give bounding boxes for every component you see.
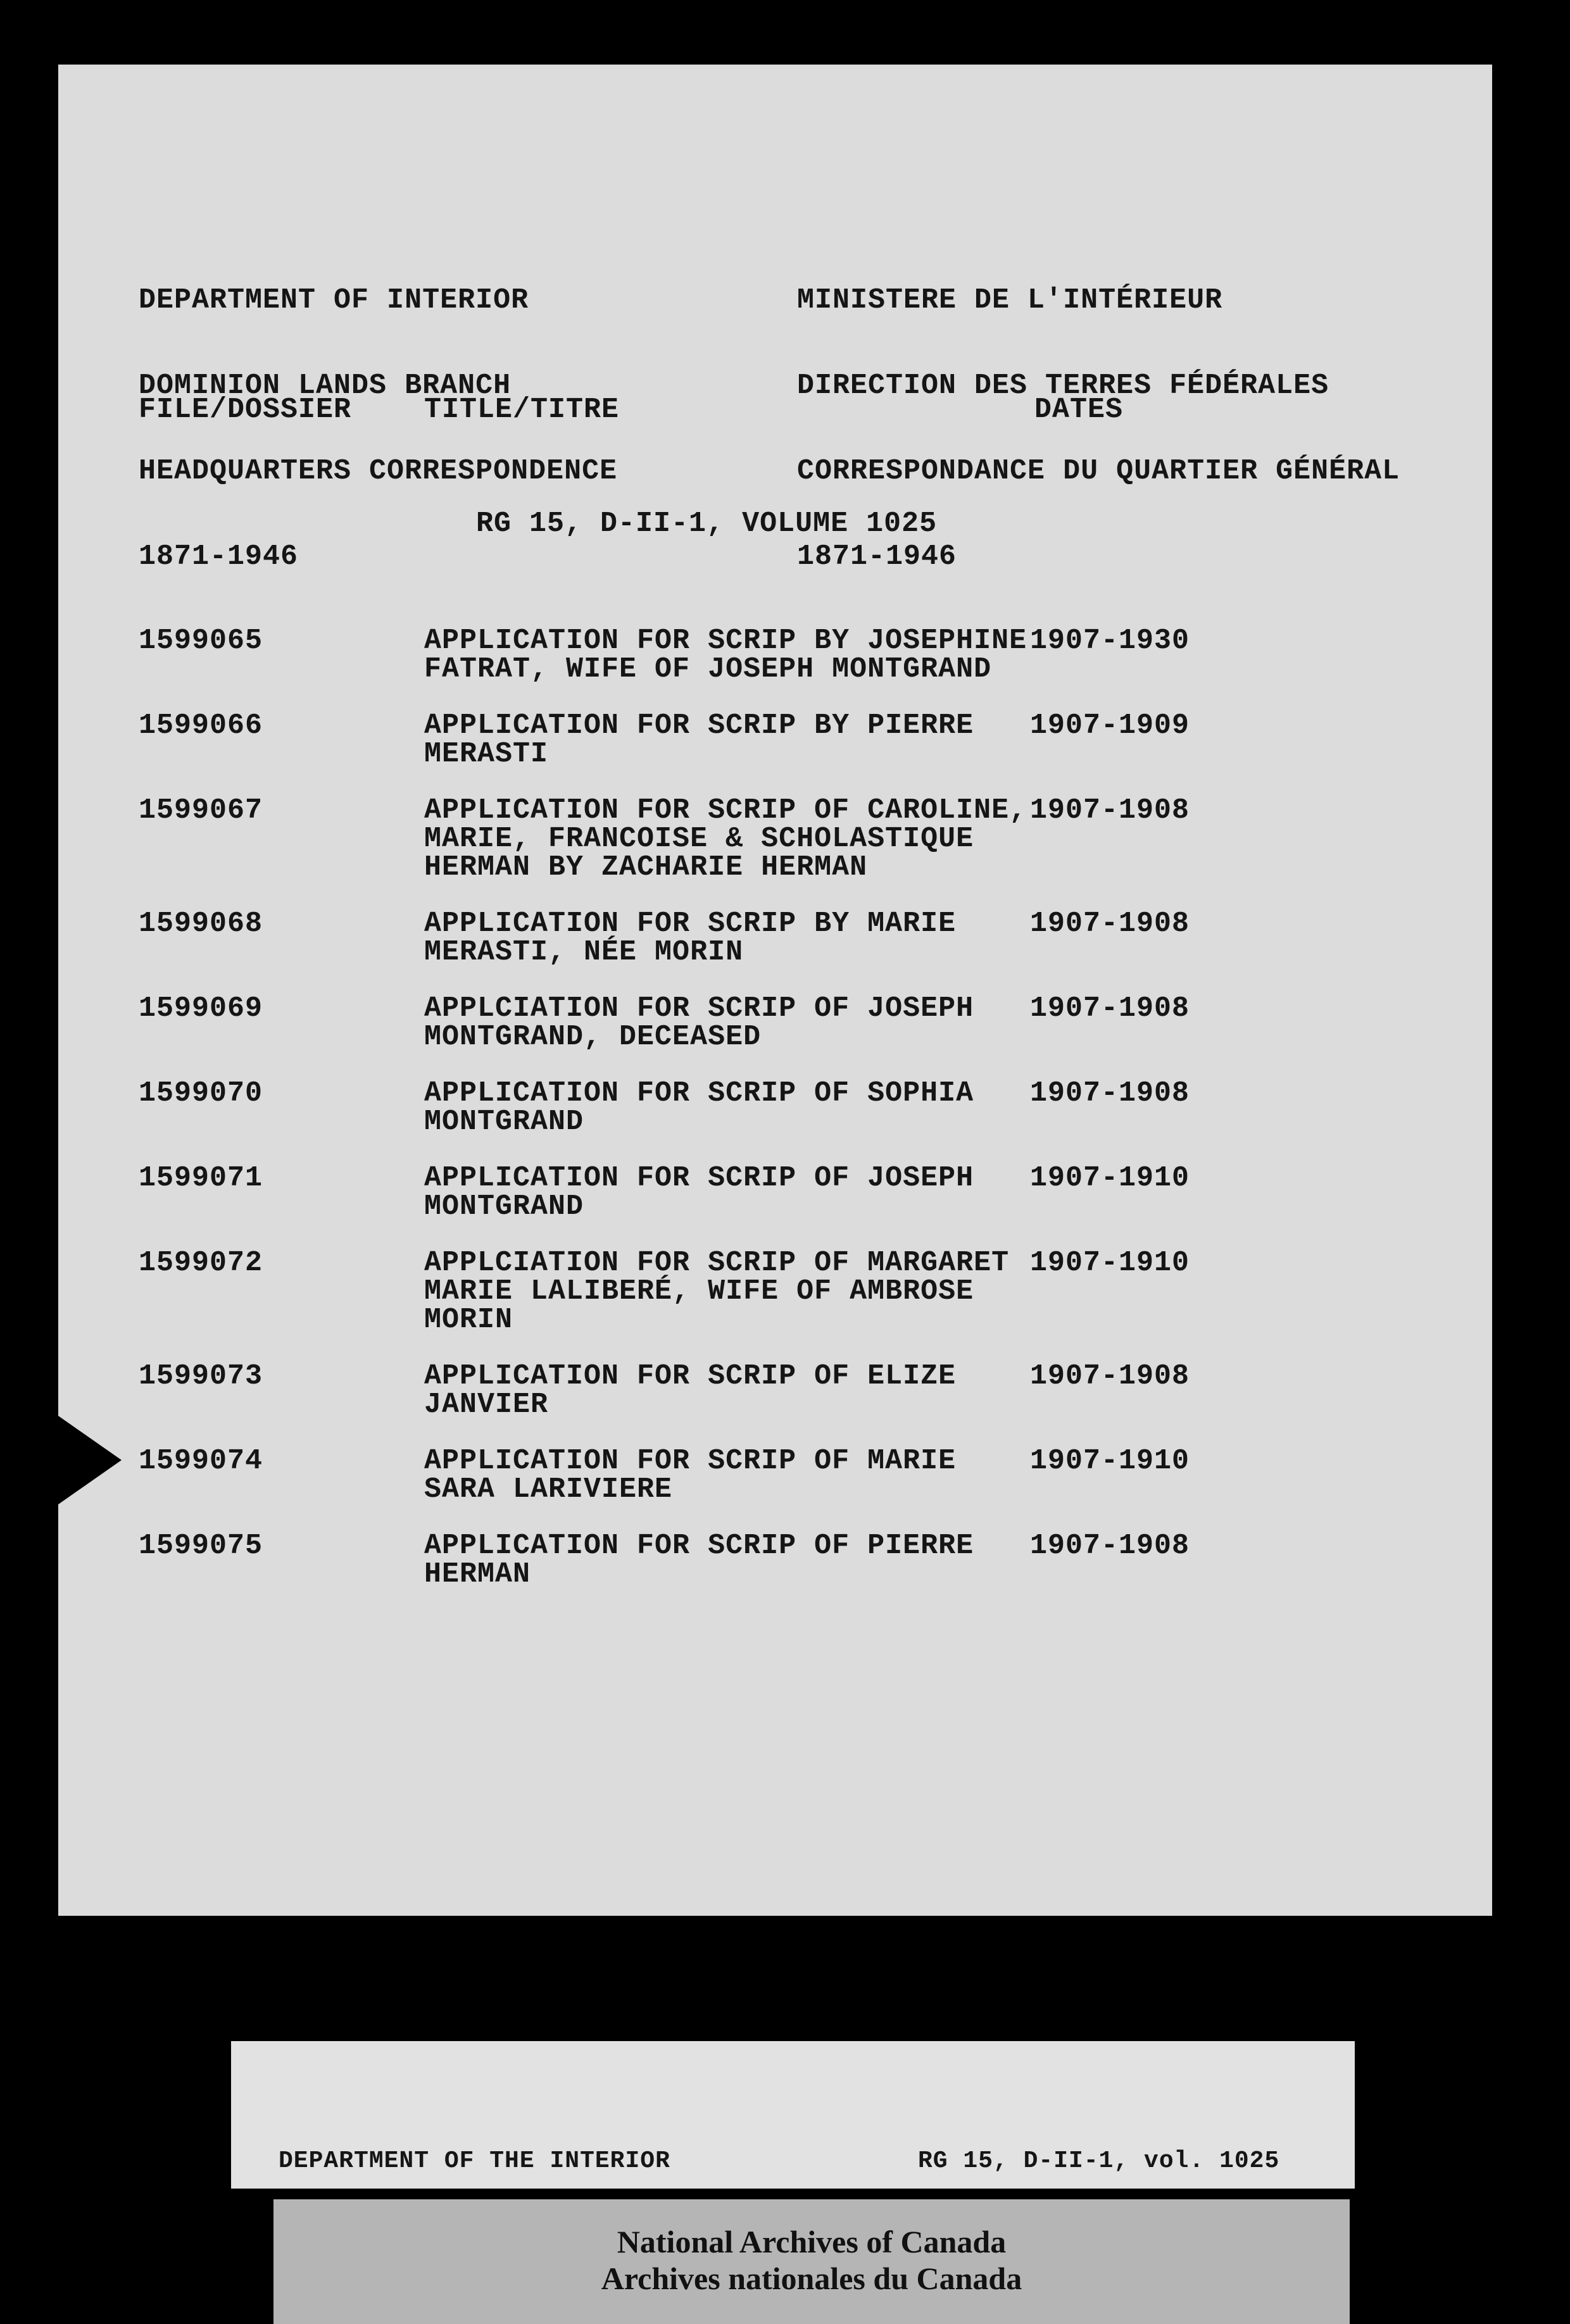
file-number: 1599068 bbox=[139, 908, 263, 940]
entry-dates: 1907-1908 bbox=[1030, 1360, 1190, 1392]
title-line: APPLCIATION FOR SCRIP OF JOSEPH bbox=[424, 992, 974, 1025]
column-heading-dates: DATES bbox=[1034, 394, 1124, 426]
header-line: DOMINION LANDS BRANCH bbox=[139, 370, 512, 402]
list-item bbox=[58, 794, 1492, 884]
archive-line-english: National Archives of Canada bbox=[617, 2224, 1007, 2259]
list-item bbox=[58, 1247, 1492, 1336]
title-line: MERASTI, NÉE MORIN bbox=[424, 936, 744, 968]
title-line: MERASTI bbox=[424, 738, 549, 770]
column-heading-file: FILE/DOSSIER bbox=[139, 394, 352, 426]
title-line: APPLICATION FOR SCRIP OF JOSEPH bbox=[424, 1162, 974, 1194]
entry-title bbox=[424, 1164, 974, 1221]
title-line: APPLICATION FOR SCRIP OF CAROLINE, bbox=[424, 794, 1027, 827]
file-number: 1599069 bbox=[139, 992, 263, 1025]
list-item bbox=[58, 994, 1492, 1058]
title-line: MONTGRAND bbox=[424, 1106, 584, 1138]
title-line: MARIE LALIBERÉ, WIFE OF AMBROSE bbox=[424, 1275, 974, 1308]
header-line: HEADQUARTERS CORRESPONDENCE bbox=[139, 455, 618, 487]
label-line: DEPARTMENT OF THE INTERIOR bbox=[279, 2147, 670, 2175]
list-item bbox=[58, 1447, 1492, 1510]
entry-title bbox=[424, 994, 974, 1051]
title-line: APPLICATION FOR SCRIP BY MARIE bbox=[424, 908, 957, 940]
header-french bbox=[797, 229, 1400, 628]
entry-dates: 1907-1908 bbox=[1030, 908, 1190, 940]
header-line: 1871-1946 bbox=[797, 540, 957, 573]
entry-title bbox=[424, 711, 974, 768]
entry-dates: 1907-1910 bbox=[1030, 1162, 1190, 1194]
archive-credit bbox=[273, 2199, 1350, 2324]
reference-label bbox=[231, 2041, 1355, 2189]
entry-title bbox=[424, 1362, 956, 1419]
entry-title bbox=[424, 1079, 974, 1136]
entry-dates: 1907-1908 bbox=[1030, 992, 1190, 1025]
list-item bbox=[58, 711, 1492, 775]
title-line: FATRAT, WIFE OF JOSEPH MONTGRAND bbox=[424, 653, 992, 685]
title-line: APPLICATION FOR SCRIP OF SOPHIA bbox=[424, 1077, 974, 1109]
entry-dates: 1907-1910 bbox=[1030, 1247, 1190, 1279]
entry-dates: 1907-1909 bbox=[1030, 709, 1190, 742]
title-line: HERMAN BY ZACHARIE HERMAN bbox=[424, 851, 868, 884]
file-number: 1599070 bbox=[139, 1077, 263, 1109]
entry-title bbox=[424, 796, 1027, 882]
title-line: APPLICATION FOR SCRIP OF MARIE bbox=[424, 1445, 957, 1477]
entry-title bbox=[424, 1532, 974, 1589]
file-number: 1599073 bbox=[139, 1360, 263, 1392]
file-number: 1599065 bbox=[139, 625, 263, 657]
volume-reference: RG 15, D-II-1, VOLUME 1025 bbox=[476, 508, 938, 540]
header-line: MINISTERE DE L'INTÉRIEUR bbox=[797, 284, 1223, 316]
header-line: 1871-1946 bbox=[139, 540, 299, 573]
list-item bbox=[58, 1532, 1492, 1595]
list-item bbox=[58, 909, 1492, 973]
title-line: APPLICATION FOR SCRIP BY JOSEPHINE bbox=[424, 625, 1027, 657]
title-line: APPLCIATION FOR SCRIP OF MARGARET bbox=[424, 1247, 1010, 1279]
entry-title bbox=[424, 909, 956, 966]
file-number: 1599071 bbox=[139, 1162, 263, 1194]
entry-title bbox=[424, 627, 1027, 684]
header-english bbox=[139, 229, 620, 628]
title-line: MARIE, FRANCOISE & SCHOLASTIQUE bbox=[424, 823, 974, 855]
entry-dates: 1907-1908 bbox=[1030, 794, 1190, 827]
file-number: 1599067 bbox=[139, 794, 263, 827]
entry-dates: 1907-1908 bbox=[1030, 1077, 1190, 1109]
list-item bbox=[58, 1079, 1492, 1142]
title-line: JANVIER bbox=[424, 1389, 549, 1421]
header-line: CORRESPONDANCE DU QUARTIER GÉNÉRAL bbox=[797, 455, 1400, 487]
file-number: 1599072 bbox=[139, 1247, 263, 1279]
entry-title bbox=[424, 1249, 1009, 1334]
list-item bbox=[58, 1164, 1492, 1227]
title-line: APPLICATION FOR SCRIP OF ELIZE bbox=[424, 1360, 957, 1392]
label-line: RG 15, D-II-1, vol. 1025 bbox=[918, 2147, 1280, 2175]
title-line: MONTGRAND, DECEASED bbox=[424, 1021, 762, 1053]
title-line: SARA LARIVIERE bbox=[424, 1473, 673, 1506]
archive-line-french: Archives nationales du Canada bbox=[601, 2261, 1022, 2296]
file-number: 1599075 bbox=[139, 1530, 263, 1562]
title-line: MORIN bbox=[424, 1304, 513, 1336]
list-item bbox=[58, 1362, 1492, 1425]
file-number: 1599074 bbox=[139, 1445, 263, 1477]
entry-title bbox=[424, 1447, 956, 1504]
header-line: DIRECTION DES TERRES FÉDÉRALES bbox=[797, 370, 1329, 402]
entry-dates: 1907-1910 bbox=[1030, 1445, 1190, 1477]
list-item bbox=[58, 627, 1492, 690]
entry-dates: 1907-1930 bbox=[1030, 625, 1190, 657]
title-line: APPLICATION FOR SCRIP OF PIERRE bbox=[424, 1530, 974, 1562]
header-line: DEPARTMENT OF INTERIOR bbox=[139, 284, 529, 316]
column-heading-title: TITLE/TITRE bbox=[424, 394, 620, 426]
file-number: 1599066 bbox=[139, 709, 263, 742]
entry-dates: 1907-1908 bbox=[1030, 1530, 1190, 1562]
title-line: MONTGRAND bbox=[424, 1190, 584, 1223]
title-line: HERMAN bbox=[424, 1558, 531, 1590]
document-page bbox=[58, 65, 1492, 1916]
page-marker-arrow-icon bbox=[58, 1416, 122, 1504]
title-line: APPLICATION FOR SCRIP BY PIERRE bbox=[424, 709, 974, 742]
